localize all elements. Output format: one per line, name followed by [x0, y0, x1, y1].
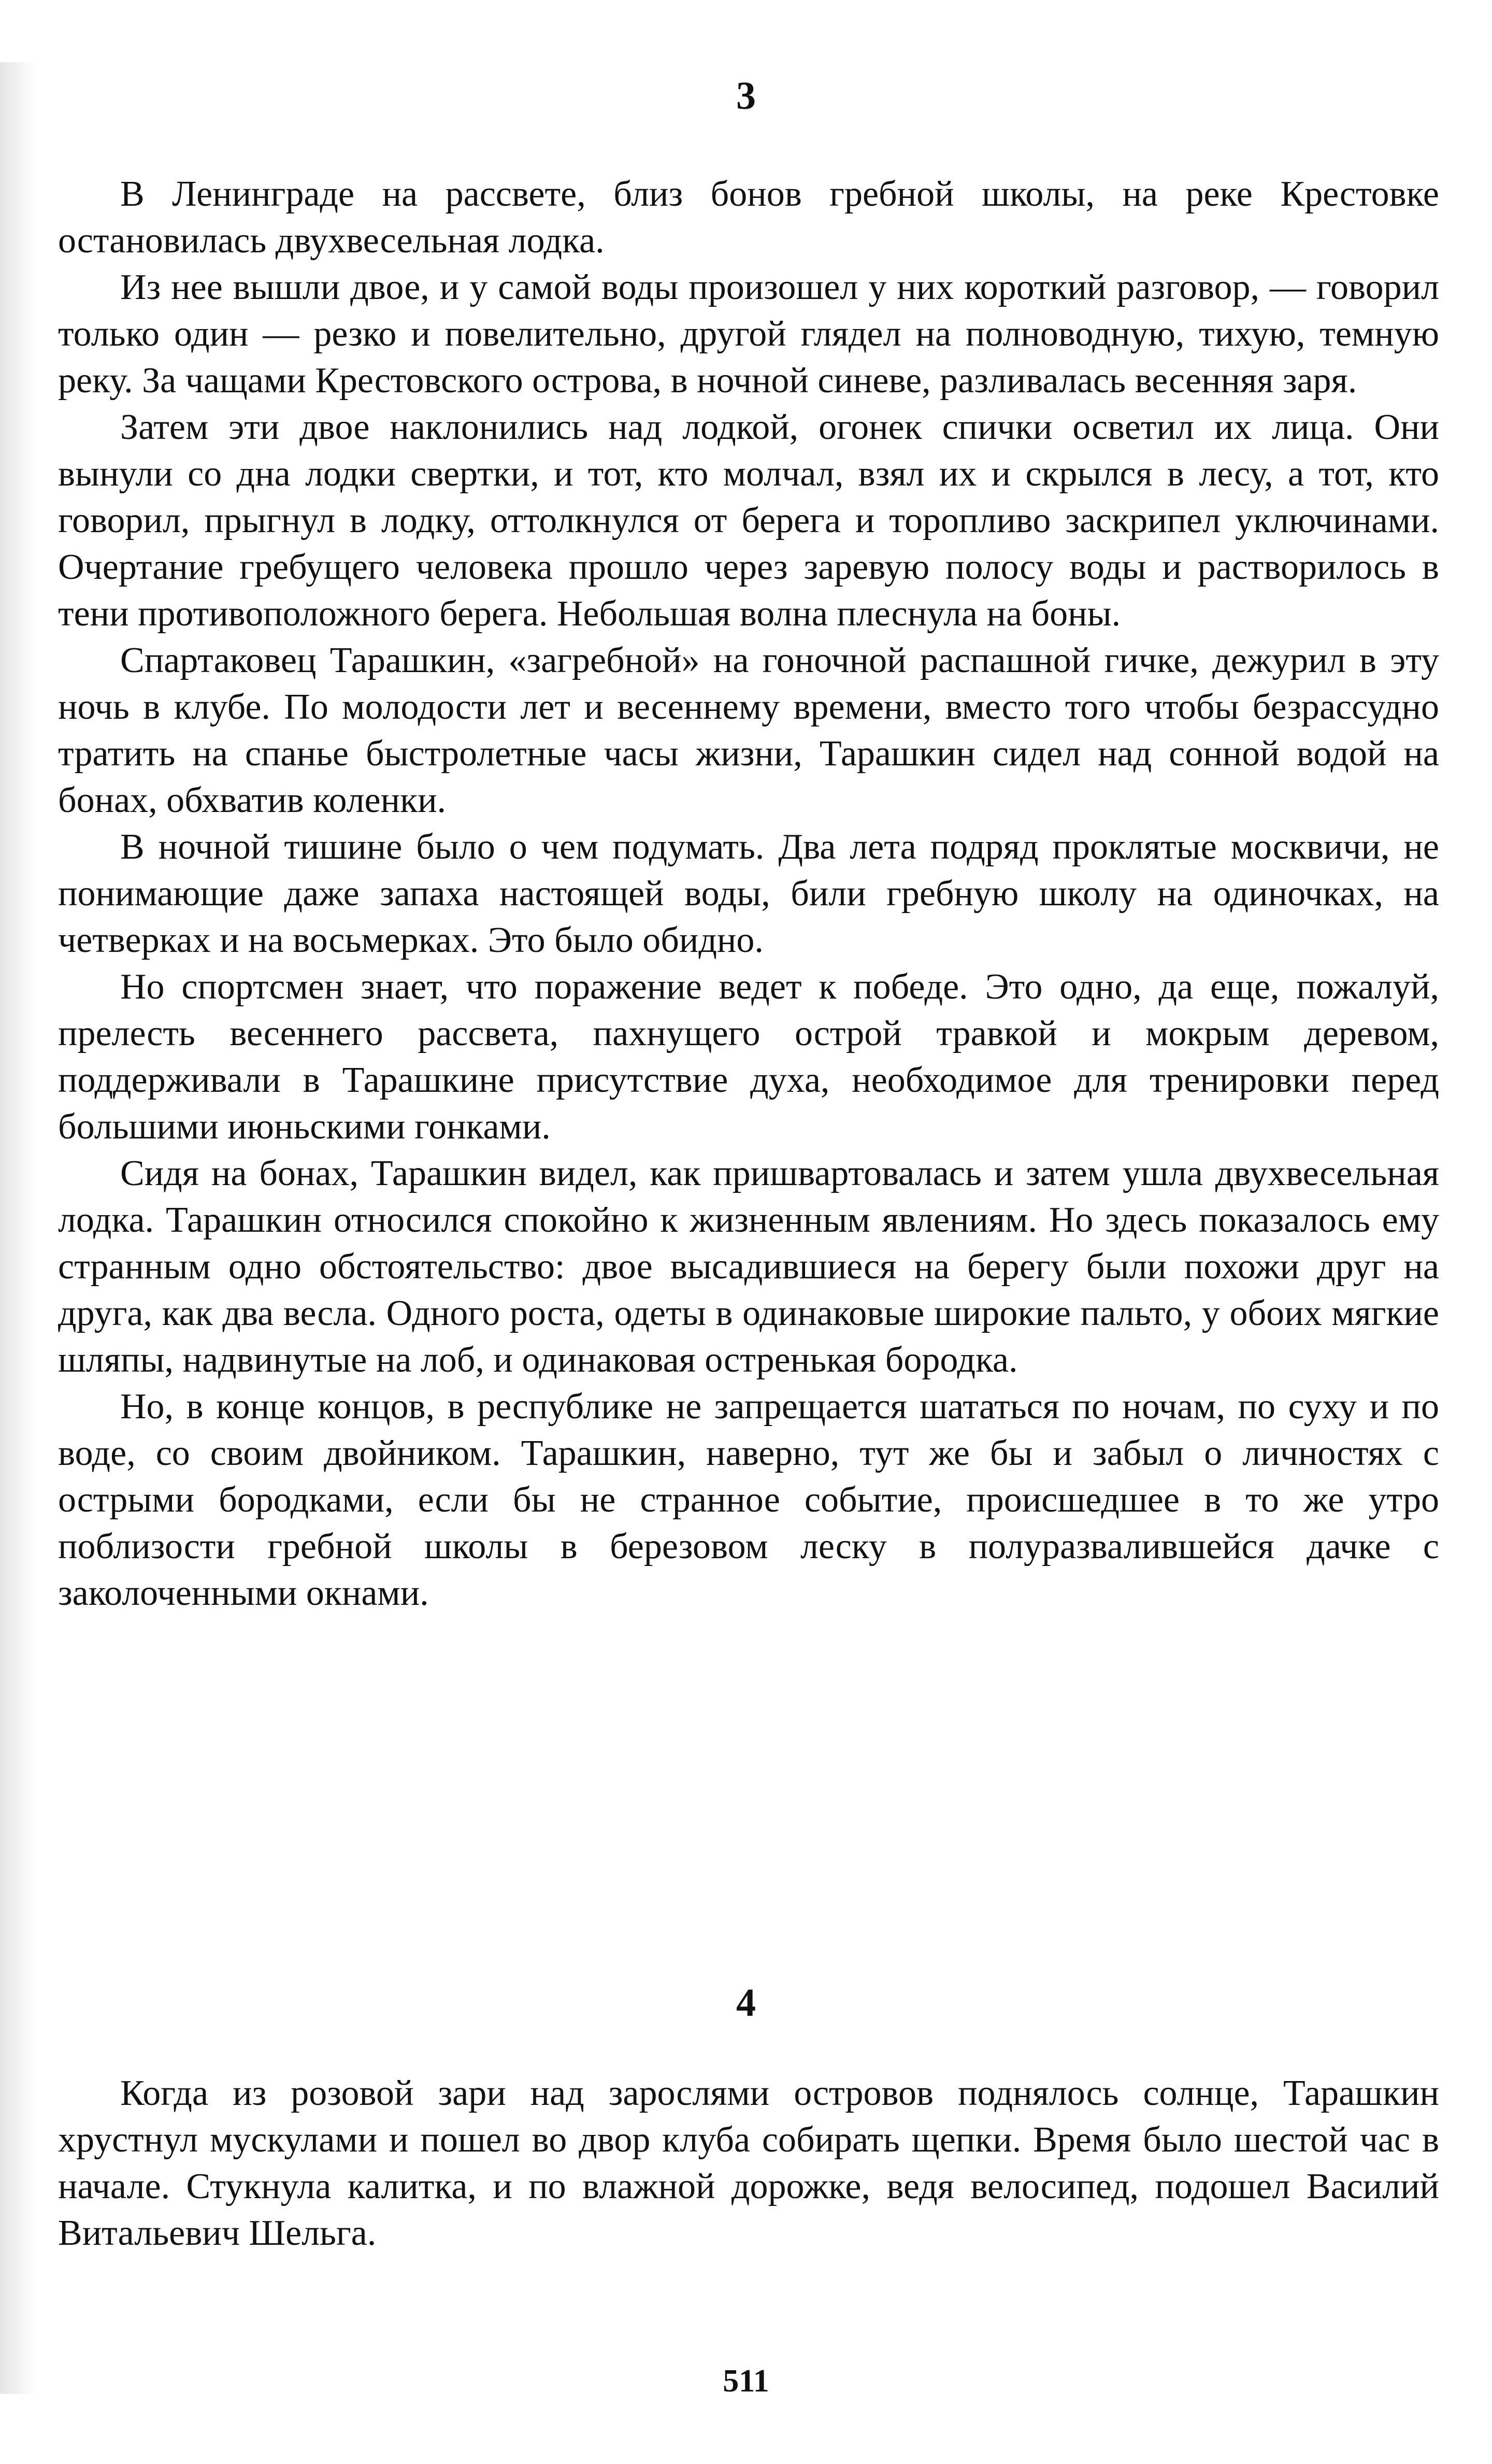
paragraph: Но спортсмен знает, что поражение ведет к победе. Это одно, да еще, пожалуй, прелесть весеннего рассвета, пахнущего острой травкой и мокрым деревом, поддерживали в Тарашкине присутствие духа, необходимое для тренировки перед большими июньскими гонками. — [58, 967, 1439, 1147]
paragraph: Когда из розовой зари над зарослями островов поднялось солнце, Тарашкин хрустнул мускулами и пошел во двор клуба собирать щепки. Время было шестой час в начале. Стукнула калитка, и по влажной дорожке, ведя велосипед, подошел Василий Витальевич Шельга. — [58, 2073, 1439, 2253]
paragraph: Затем эти двое наклонились над лодкой, огонек спички осветил их лица. Они вынули со дна лодки свертки, и тот, кто молчал, взял их и скрылся в лесу, а тот, кто говорил, прыгнул в лодку, оттолкнулся от берега и торопливо заскрипел уключинами. Очертание гребущего человека прошло через заревую полосу воды и растворилось в тени противоположного берега. Небольшая волна плеснула на боны. — [58, 407, 1439, 634]
paragraph: Но, в конце концов, в республике не запрещается шататься по ночам, по суху и по воде, со своим двойником. Тарашкин, наверно, тут же бы и забыл о личностях с острыми бородками, если бы не странное событие, происшедшее в то же утро поблизости гребной школы в березовом леску в полуразвалившейся дачке с заколоченными окнами. — [58, 1387, 1439, 1613]
paragraph: В Ленинграде на рассвете, близ бонов гребной школы, на реке Крестовке остановилась двухвесельная лодка. — [58, 174, 1439, 261]
section-heading-4: 4 — [736, 1981, 756, 2025]
paragraph: Сидя на бонах, Тарашкин видел, как пришвартовалась и затем ушла двухвесельная лодка. Тарашкин относился спокойно к жизненным явлениям. Но здесь показалось ему странным одно обстоятельство: двое высадившиеся на берегу были похожи друг на друга, как два весла. Одного роста, одеты в одинаковые широкие пальто, у обоих мягкие шляпы, надвинутые на лоб, и одинаковая остренькая бородка. — [58, 1153, 1439, 1380]
paragraph: В ночной тишине было о чем подумать. Два лета подряд проклятые москвичи, не понимающие даже запаха настоящей воды, били гребную школу на одиночках, на четверках и на восьмерках. Это было обидно. — [58, 827, 1439, 960]
page-number: 511 — [723, 2363, 769, 2399]
section-3-text — [58, 171, 1439, 1617]
paragraph: Из нее вышли двое, и у самой воды произошел у них короткий разговор, — говорил только один — резко и повелительно, другой глядел на полноводную, тихую, темную реку. За чащами Крестовского острова, в ночной синеве, разливалась весенняя заря. — [58, 267, 1439, 401]
paragraph: Спартаковец Тарашкин, «загребной» на гоночной распашной гичке, дежурил в эту ночь в клубе. По молодости лет и весеннему времени, вместо того чтобы безрассудно тратить на спанье быстролетные часы жизни, Тарашкин сидел над сонной водой на бонах, обхватив коленки. — [58, 640, 1439, 820]
section-4-text — [58, 2070, 1439, 2257]
binding-shadow — [0, 62, 36, 2394]
section-heading-3: 3 — [736, 74, 756, 118]
